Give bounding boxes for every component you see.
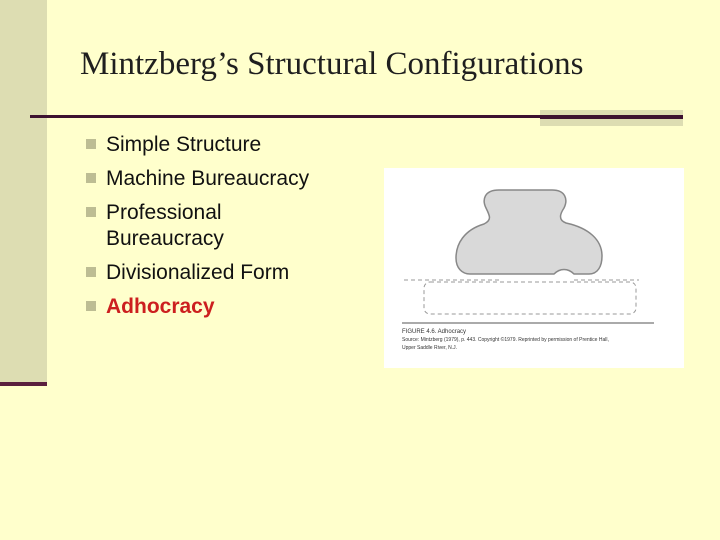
bullet-item	[86, 166, 356, 192]
figure-caption-line: Upper Saddle River, N.J.	[402, 345, 458, 351]
square-bullet-icon	[86, 173, 96, 183]
square-bullet-icon	[86, 207, 96, 217]
bullet-text-continued: Bureaucracy	[106, 227, 224, 250]
bullet-list	[86, 132, 356, 328]
bullet-item	[86, 200, 356, 252]
square-bullet-icon	[86, 139, 96, 149]
bullet-text: Simple Structure	[106, 133, 262, 156]
bullet-text: Professional	[106, 201, 222, 224]
bullet-item-highlighted	[86, 294, 356, 320]
sidebar-edge	[0, 382, 47, 386]
adhocracy-figure	[384, 168, 684, 368]
bullet-item	[86, 132, 356, 158]
square-bullet-icon	[86, 301, 96, 311]
operating-core-shape	[456, 190, 602, 274]
bullet-text: Adhocracy	[106, 295, 215, 318]
adhocracy-diagram	[384, 168, 684, 368]
dashed-support-box	[424, 282, 636, 314]
bullet-item	[86, 260, 356, 286]
figure-caption-title: FIGURE 4.6. Adhocracy	[402, 329, 467, 335]
figure-caption-line: Source: Mintzberg (1979), p. 443. Copyright ©1979. Reprinted by permission of Prentice Hall,	[402, 337, 609, 343]
slide-title: Mintzberg’s Structural Configurations	[80, 46, 584, 82]
bullet-text: Divisionalized Form	[106, 261, 290, 284]
square-bullet-icon	[86, 267, 96, 277]
title-rule-accent-line	[540, 116, 683, 119]
bullet-text: Machine Bureaucracy	[106, 167, 310, 190]
sidebar-band	[0, 0, 47, 384]
